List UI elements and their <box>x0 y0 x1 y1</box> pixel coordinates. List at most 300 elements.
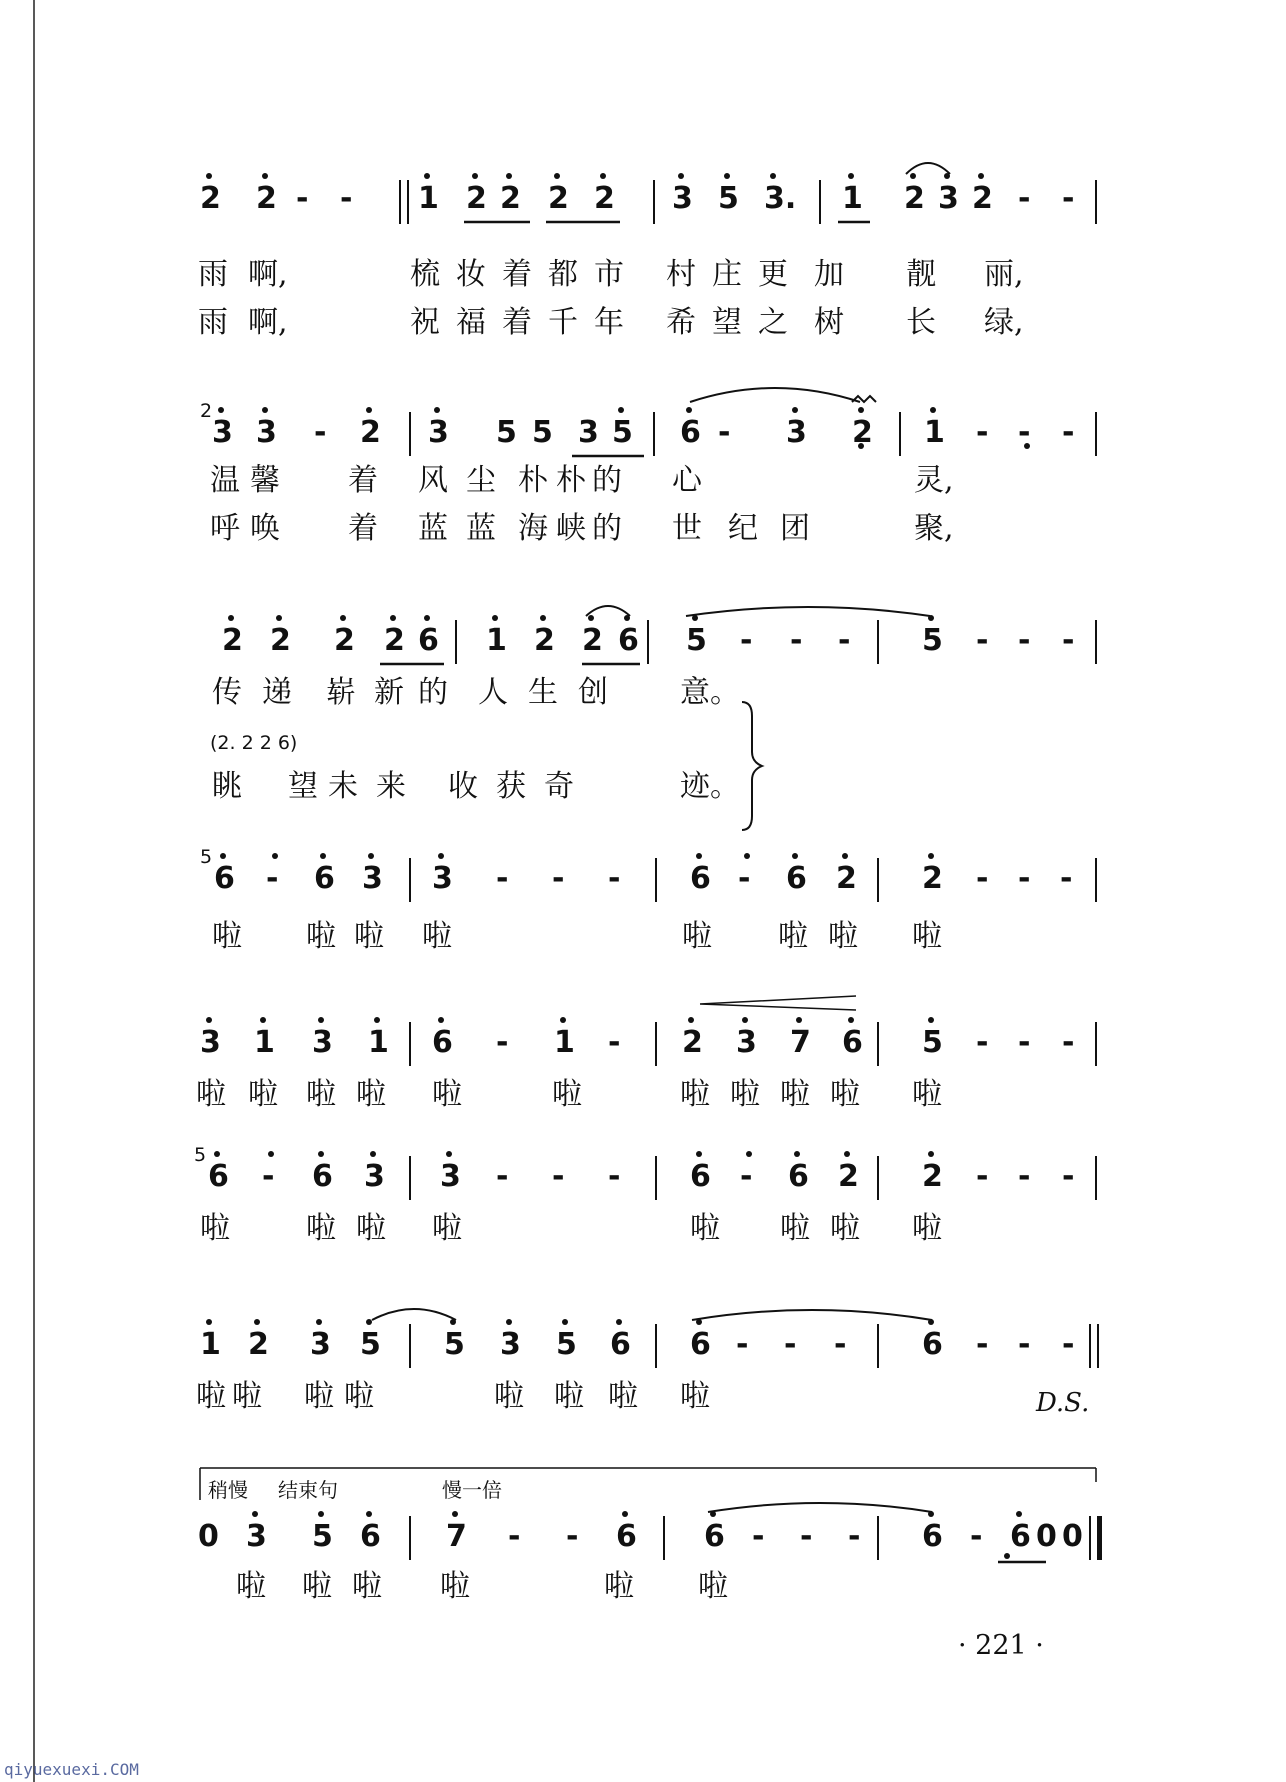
lyric: 未 <box>328 769 358 804</box>
lyric: 望 <box>288 769 318 804</box>
lyric: 眺 <box>212 769 242 804</box>
octave-dot <box>794 1151 800 1157</box>
lyric: 啦 <box>494 1379 524 1414</box>
note: - <box>736 1327 749 1362</box>
note: 6 <box>690 1327 711 1362</box>
note: 2 <box>838 1159 859 1194</box>
note: 3 <box>256 415 277 450</box>
note: 1 <box>200 1327 221 1362</box>
octave-dot <box>696 1319 702 1325</box>
lyric: 啦 <box>552 1077 582 1112</box>
lyric: 啦 <box>698 1569 728 1604</box>
octave-dot <box>506 1319 512 1325</box>
note: - <box>834 1327 847 1362</box>
slur <box>708 1503 932 1512</box>
octave-dot <box>618 407 624 413</box>
note: 2 <box>248 1327 269 1362</box>
octave-dot <box>260 1017 266 1023</box>
note: 2 <box>972 181 993 216</box>
octave-dot <box>472 173 478 179</box>
note: - <box>1018 181 1031 216</box>
note: - <box>1018 415 1031 450</box>
lyric: 庄 <box>712 257 742 292</box>
lyric: 丽, <box>984 257 1024 292</box>
lyric: 新 <box>374 675 404 710</box>
note: 1 <box>368 1025 389 1060</box>
note: 2 <box>500 181 521 216</box>
note: 2 <box>256 181 277 216</box>
lyric: 啦 <box>236 1569 266 1604</box>
note: - <box>608 1025 621 1060</box>
lyric: 海 <box>518 511 548 546</box>
lyric: 望 <box>712 305 742 340</box>
lyric: 加 <box>814 257 844 292</box>
grace-note: 2 <box>200 400 213 422</box>
octave-dot <box>910 173 916 179</box>
note: 6 <box>314 861 335 896</box>
octave-dot <box>588 615 594 621</box>
note: 2 <box>836 861 857 896</box>
octave-dot <box>848 173 854 179</box>
note: - <box>738 861 751 896</box>
lyric: 呼 <box>210 511 240 546</box>
note: 3 <box>786 415 807 450</box>
octave-dot <box>366 407 372 413</box>
octave-dot <box>318 1511 324 1517</box>
note: - <box>340 181 353 216</box>
note: - <box>740 1159 753 1194</box>
octave-dot <box>452 1511 458 1517</box>
octave-dot <box>678 173 684 179</box>
note: - <box>1062 415 1075 450</box>
note: 3 <box>362 861 383 896</box>
lyric: 啦 <box>828 919 858 954</box>
note: 2 <box>534 623 555 658</box>
note: - <box>608 1159 621 1194</box>
lyric: 啦 <box>780 1211 810 1246</box>
note: - <box>266 861 279 896</box>
note: 6 <box>680 415 701 450</box>
octave-dot <box>252 1511 258 1517</box>
octave-dot <box>276 615 282 621</box>
note: 6 <box>312 1159 333 1194</box>
lyric: 希 <box>666 305 696 340</box>
note: - <box>508 1519 521 1554</box>
note: 3 <box>440 1159 461 1194</box>
lyric: 年 <box>594 305 624 340</box>
note: 3 <box>500 1327 521 1362</box>
note: 7 <box>790 1025 811 1060</box>
lyric: 蓝 <box>418 511 448 546</box>
octave-dot <box>218 407 224 413</box>
note: 6 <box>610 1327 631 1362</box>
lyric: 风 <box>418 463 448 498</box>
octave-dot <box>272 853 278 859</box>
lyric: 梳 <box>410 257 440 292</box>
lyric: 来 <box>376 769 406 804</box>
lyric: 福 <box>456 305 486 340</box>
note: 6 <box>788 1159 809 1194</box>
lyric: 收 <box>448 769 478 804</box>
note: 3 <box>432 861 453 896</box>
note: 0 <box>1036 1519 1057 1554</box>
octave-dot <box>390 615 396 621</box>
grace-note: 5 <box>200 846 213 868</box>
note: - <box>740 623 753 658</box>
note: 5 <box>686 623 707 658</box>
lyric: 心 <box>672 463 702 498</box>
octave-dot <box>844 1151 850 1157</box>
lyric: 啦 <box>356 1211 386 1246</box>
lyric: 啦 <box>248 1077 278 1112</box>
note: 2 <box>548 181 569 216</box>
lyric: 啦 <box>730 1077 760 1112</box>
lyric: 迹。 <box>680 769 740 804</box>
tempo-marking: 稍慢 <box>208 1478 248 1502</box>
note: - <box>608 861 621 896</box>
lyric: 啦 <box>232 1379 262 1414</box>
note: 6 <box>786 861 807 896</box>
lyric: 啦 <box>912 919 942 954</box>
note: 3 <box>312 1025 333 1060</box>
note: - <box>566 1519 579 1554</box>
note: - <box>976 623 989 658</box>
octave-dot <box>616 1319 622 1325</box>
octave-dot <box>424 173 430 179</box>
note: - <box>976 1327 989 1362</box>
lyric: 人 <box>478 675 508 710</box>
lyric: 唤 <box>250 511 280 546</box>
octave-dot <box>696 1151 702 1157</box>
lyric: 聚, <box>914 511 954 546</box>
lyric: 之 <box>758 305 788 340</box>
lyric: 啦 <box>690 1211 720 1246</box>
octave-dot <box>562 1319 568 1325</box>
note: - <box>976 1025 989 1060</box>
note: 5 <box>556 1327 577 1362</box>
octave-dot <box>540 615 546 621</box>
alternate-notes: (2. 2 2 6) <box>210 732 298 754</box>
octave-dot <box>724 173 730 179</box>
note: 1 <box>924 415 945 450</box>
octave-dot <box>318 1017 324 1023</box>
octave-dot <box>746 1151 752 1157</box>
note: 2 <box>594 181 615 216</box>
octave-dot <box>624 615 630 621</box>
section-marking: 结束句 <box>278 1478 338 1502</box>
note: 6 <box>208 1159 229 1194</box>
note: 2 <box>922 1159 943 1194</box>
lyric: 生 <box>528 675 558 710</box>
octave-dot <box>262 407 268 413</box>
octave-dot <box>268 1151 274 1157</box>
note: 3 <box>938 181 959 216</box>
note: - <box>718 415 731 450</box>
note: 6 <box>432 1025 453 1060</box>
note: 5 <box>496 415 517 450</box>
note: - <box>1018 861 1031 896</box>
note: - <box>838 623 851 658</box>
lyric: 奇 <box>544 769 574 804</box>
note: 5 <box>312 1519 333 1554</box>
lyric: 着 <box>348 511 378 546</box>
lyric: 啦 <box>680 1077 710 1112</box>
lyric: 妆 <box>456 257 486 292</box>
lyric: 啦 <box>780 1077 810 1112</box>
note: 1 <box>842 181 863 216</box>
octave-dot <box>944 173 950 179</box>
note: - <box>496 1159 509 1194</box>
lyric: 啦 <box>212 919 242 954</box>
lyric: 尘 <box>466 463 496 498</box>
lyric: 纪 <box>728 511 758 546</box>
note: 6 <box>922 1519 943 1554</box>
octave-dot <box>206 173 212 179</box>
lyric: 的 <box>592 511 622 546</box>
slur <box>906 163 950 174</box>
note: 2 <box>200 181 221 216</box>
lyric: 递 <box>262 675 292 710</box>
lyric: 蓝 <box>466 511 496 546</box>
lyric: 靓 <box>906 257 936 292</box>
octave-dot <box>560 1017 566 1023</box>
note: - <box>1062 623 1075 658</box>
note: - <box>976 861 989 896</box>
lyric: 创 <box>578 675 608 710</box>
octave-dot <box>858 407 864 413</box>
octave-dot <box>434 407 440 413</box>
octave-dot <box>370 1151 376 1157</box>
note: - <box>1062 1159 1075 1194</box>
lyric: 的 <box>592 463 622 498</box>
note: 3 <box>428 415 449 450</box>
note: 6 <box>922 1327 943 1362</box>
lyric: 祝 <box>410 305 440 340</box>
lyric: 啦 <box>912 1077 942 1112</box>
lyric: 啦 <box>440 1569 470 1604</box>
note: - <box>1060 861 1073 896</box>
slur <box>586 606 630 616</box>
slur <box>372 1309 456 1320</box>
octave-dot <box>424 615 430 621</box>
note: 0 <box>1062 1519 1083 1554</box>
lyric: 馨 <box>250 463 280 498</box>
octave-dot <box>220 853 226 859</box>
lyric: 朴 <box>518 463 548 498</box>
note: - <box>496 1025 509 1060</box>
note: 0 <box>198 1519 219 1554</box>
lyric: 啦 <box>304 1379 334 1414</box>
note: - <box>1018 623 1031 658</box>
octave-dot <box>316 1319 322 1325</box>
lyric: 啦 <box>432 1211 462 1246</box>
note: - <box>296 181 309 216</box>
lyric: 峡 <box>556 511 586 546</box>
note: - <box>552 861 565 896</box>
note: 6 <box>704 1519 725 1554</box>
octave-dot <box>928 1017 934 1023</box>
note: - <box>848 1519 861 1554</box>
lyric: 啦 <box>200 1211 230 1246</box>
lyric: 市 <box>594 257 624 292</box>
note: 6 <box>690 861 711 896</box>
note: 2 <box>360 415 381 450</box>
note: 1 <box>486 623 507 658</box>
octave-dot <box>796 1017 802 1023</box>
octave-dot <box>742 1017 748 1023</box>
lyric: 长 <box>906 305 936 340</box>
lyric: 啦 <box>778 919 808 954</box>
note: 3 <box>200 1025 221 1060</box>
octave-dot <box>928 615 934 621</box>
note: 5 <box>718 181 739 216</box>
lyric: 树 <box>814 305 844 340</box>
lyric: 啦 <box>344 1379 374 1414</box>
note: - <box>970 1519 983 1554</box>
lyric: 啦 <box>608 1379 638 1414</box>
octave-dot <box>848 1017 854 1023</box>
note: - <box>752 1519 765 1554</box>
lyric: 着 <box>348 463 378 498</box>
lyric: 啦 <box>830 1211 860 1246</box>
dal-segno-marking: D.S. <box>1036 1388 1090 1418</box>
lyric: 啦 <box>306 1077 336 1112</box>
note: 2 <box>682 1025 703 1060</box>
lyric: 啦 <box>432 1077 462 1112</box>
note: - <box>1018 1327 1031 1362</box>
note: - <box>1062 1327 1075 1362</box>
lyric: 温 <box>210 463 240 498</box>
lyric: 传 <box>212 675 242 710</box>
octave-dot <box>492 615 498 621</box>
octave-dot <box>254 1319 260 1325</box>
octave-dot <box>206 1319 212 1325</box>
lyric: 着 <box>502 257 532 292</box>
octave-dot <box>374 1017 380 1023</box>
note: 2 <box>582 623 603 658</box>
note: 5 <box>360 1327 381 1362</box>
lyric: 啦 <box>356 1077 386 1112</box>
lyric: 村 <box>666 257 696 292</box>
note: 2 <box>852 415 873 450</box>
note: - <box>976 1159 989 1194</box>
octave-dot <box>1016 1511 1022 1517</box>
note: 3. <box>764 181 797 216</box>
lyric: 灵, <box>914 463 954 498</box>
page-number: · 221 · <box>958 1630 1044 1661</box>
lyric: 着 <box>502 305 532 340</box>
lyric: 啦 <box>302 1569 332 1604</box>
note: 3 <box>672 181 693 216</box>
octave-dot <box>710 1511 716 1517</box>
note: 3 <box>246 1519 267 1554</box>
octave-dot <box>696 853 702 859</box>
lyric: 啦 <box>830 1077 860 1112</box>
octave-dot <box>214 1151 220 1157</box>
slur <box>690 388 860 402</box>
lyric: 崭 <box>326 675 356 710</box>
note: 6 <box>616 1519 637 1554</box>
note: 3 <box>212 415 233 450</box>
lyric: 啦 <box>196 1379 226 1414</box>
lyric: 啦 <box>354 919 384 954</box>
grace-note: 5 <box>194 1144 207 1166</box>
note: - <box>496 861 509 896</box>
note: 5 <box>532 415 553 450</box>
lyric: 千 <box>548 305 578 340</box>
octave-dot <box>368 853 374 859</box>
note: - <box>800 1519 813 1554</box>
octave-dot <box>366 1511 372 1517</box>
lyric: 绿, <box>984 305 1024 340</box>
note: 2 <box>922 861 943 896</box>
lyric: 雨 <box>198 257 228 292</box>
lyric: 啦 <box>306 919 336 954</box>
note: 2 <box>270 623 291 658</box>
lyric: 啊, <box>248 257 288 292</box>
octave-dot <box>622 1511 628 1517</box>
octave-dot <box>438 1017 444 1023</box>
note: 5 <box>444 1327 465 1362</box>
note: - <box>262 1159 275 1194</box>
octave-dot <box>928 1511 934 1517</box>
note: 6 <box>214 861 235 896</box>
lyric: 朴 <box>556 463 586 498</box>
octave-dot <box>842 853 848 859</box>
lyric: 啦 <box>422 919 452 954</box>
lyric: 意。 <box>680 675 740 710</box>
octave-dot <box>450 1319 456 1325</box>
note: 2 <box>904 181 925 216</box>
note: 6 <box>1010 1519 1031 1554</box>
crescendo-hairpin <box>700 996 856 1010</box>
octave-dot <box>206 1017 212 1023</box>
octave-dot <box>928 853 934 859</box>
octave-dot <box>318 1151 324 1157</box>
octave-dot <box>262 173 268 179</box>
note: 5 <box>922 623 943 658</box>
note: 1 <box>554 1025 575 1060</box>
octave-dot <box>446 1151 452 1157</box>
note: 3 <box>578 415 599 450</box>
lyric: 团 <box>780 511 810 546</box>
octave-dot <box>228 615 234 621</box>
lyric: 啊, <box>248 305 288 340</box>
octave-dot <box>340 615 346 621</box>
note: - <box>1062 1025 1075 1060</box>
note: - <box>1018 1159 1031 1194</box>
lyric: 啦 <box>306 1211 336 1246</box>
note: 1 <box>418 181 439 216</box>
octave-dot <box>978 173 984 179</box>
lyric: 更 <box>758 257 788 292</box>
octave-dot <box>688 1017 694 1023</box>
lyric: 啦 <box>680 1379 710 1414</box>
tempo-marking: 慢一倍 <box>442 1478 502 1502</box>
octave-dot <box>692 615 698 621</box>
lyric: 的 <box>418 675 448 710</box>
note: 3 <box>364 1159 385 1194</box>
note: - <box>552 1159 565 1194</box>
note: 5 <box>922 1025 943 1060</box>
note: 2 <box>466 181 487 216</box>
watermark-text: qiyuexuexi.COM <box>4 1760 139 1779</box>
octave-dot <box>438 853 444 859</box>
lyric: 啦 <box>554 1379 584 1414</box>
lyric: 都 <box>548 257 578 292</box>
octave-dot <box>506 173 512 179</box>
lyric: 啦 <box>352 1569 382 1604</box>
